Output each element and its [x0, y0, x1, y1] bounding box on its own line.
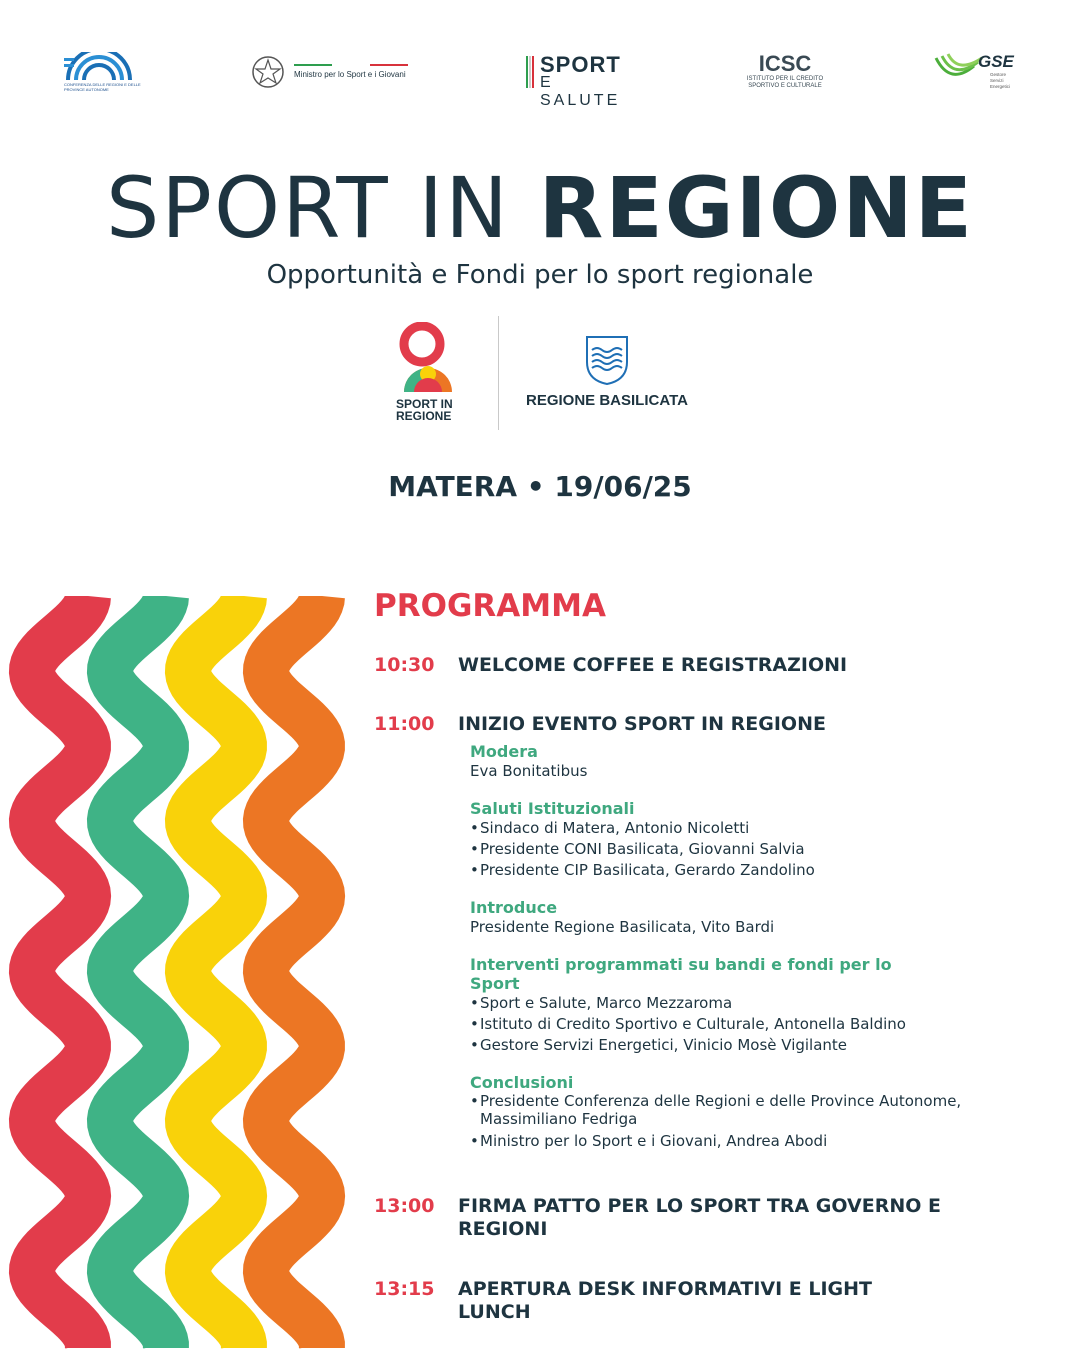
gse-line2: Gestore Servizi Energetici — [990, 72, 1011, 89]
ss-line2: E SALUTE — [540, 74, 621, 109]
regione-basilicata-logo — [520, 334, 700, 424]
list-item: • Istituto di Credito Sportivo e Culturale, Antonella Baldino — [470, 1014, 1040, 1035]
list-item: • Sindaco di Matera, Antonio Nicoletti — [470, 818, 1040, 839]
logo-divider — [498, 316, 499, 430]
conferenza-regioni-logo — [64, 52, 141, 92]
sir-caption: SPORT IN REGIONE — [396, 397, 453, 423]
section-label: Conclusioni — [470, 1073, 574, 1092]
red-ribbon — [32, 596, 88, 1348]
ministro-logo — [250, 54, 420, 90]
section-line: Eva Bonitatibus — [470, 762, 588, 780]
sport-e-salute-logo — [524, 52, 634, 109]
time-1030: 10:30 — [374, 654, 435, 676]
session-details — [470, 742, 1040, 1152]
item-inizio-evento: INIZIO EVENTO SPORT IN REGIONE — [458, 713, 826, 735]
title-part1: SPORT IN — [105, 159, 539, 257]
list-item: • Ministro per lo Sport e i Giovani, Andrea Abodi — [470, 1131, 1040, 1152]
title-part2: REGIONE — [538, 159, 975, 257]
conferenza-text: CONFERENZA DELLE REGIONI E DELLE PROVINCE AUTONOME — [64, 82, 141, 92]
eight-figure-icon — [392, 322, 458, 396]
ministro-text: Ministro per lo Sport e i Giovani — [294, 70, 406, 79]
item-welcome: WELCOME COFFEE E REGISTRAZIONI — [458, 654, 848, 676]
list-item: • Presidente Conferenza delle Regioni e delle Province Autonome, Massimiliano Fedriga — [470, 1092, 1040, 1128]
event-date: MATERA • 19/06/25 — [388, 470, 692, 503]
section-label: Saluti Istituzionali — [470, 799, 635, 818]
icsc-logo — [740, 52, 830, 92]
gse-line1: GSE — [978, 52, 1014, 71]
section-label: Introduce — [470, 898, 558, 917]
program-title: PROGRAMMA — [374, 588, 606, 624]
item-desk-lunch: APERTURA DESK INFORMATIVI E LIGHT LUNCH — [458, 1278, 873, 1323]
wavy-ribbons — [0, 596, 360, 1350]
icsc-line2: ISTITUTO PER IL CREDITO — [746, 76, 824, 82]
region-shield-icon — [584, 334, 630, 386]
green-ribbon — [110, 596, 166, 1348]
page-title — [0, 160, 1080, 256]
orange-ribbon — [266, 596, 322, 1348]
icsc-line3: SPORTIVO E CULTURALE — [748, 83, 822, 89]
yellow-ribbon — [188, 596, 244, 1348]
sport-in-regione-logo — [392, 322, 464, 422]
arches-icon — [64, 52, 134, 82]
icsc-line1: ICSC — [758, 51, 812, 76]
emblem-icon — [250, 54, 286, 90]
page-subtitle: Opportunità e Fondi per lo sport regionale — [266, 260, 814, 290]
item-firma-patto: FIRMA PATTO PER LO SPORT TRA GOVERNO E REGIONI — [458, 1195, 942, 1240]
time-1315: 13:15 — [374, 1278, 435, 1300]
gse-logo — [934, 50, 1024, 92]
section-label: Modera — [470, 742, 538, 761]
list-item: • Sport e Salute, Marco Mezzaroma — [470, 993, 1040, 1014]
ss-line1: SPORT — [540, 52, 621, 77]
list-item: • Gestore Servizi Energetici, Vinicio Mosè Vigilante — [470, 1035, 1040, 1056]
regione-caption: REGIONE BASILICATA — [526, 392, 688, 409]
section-label: Interventi programmati su bandi e fondi per lo Sport — [470, 955, 892, 993]
time-1100: 11:00 — [374, 713, 435, 735]
list-item: • Presidente CONI Basilicata, Giovanni Salvia — [470, 839, 1040, 860]
time-1300: 13:00 — [374, 1195, 435, 1217]
section-line: Presidente Regione Basilicata, Vito Bardi — [470, 918, 775, 936]
list-item: • Presidente CIP Basilicata, Gerardo Zandolino — [470, 860, 1040, 881]
